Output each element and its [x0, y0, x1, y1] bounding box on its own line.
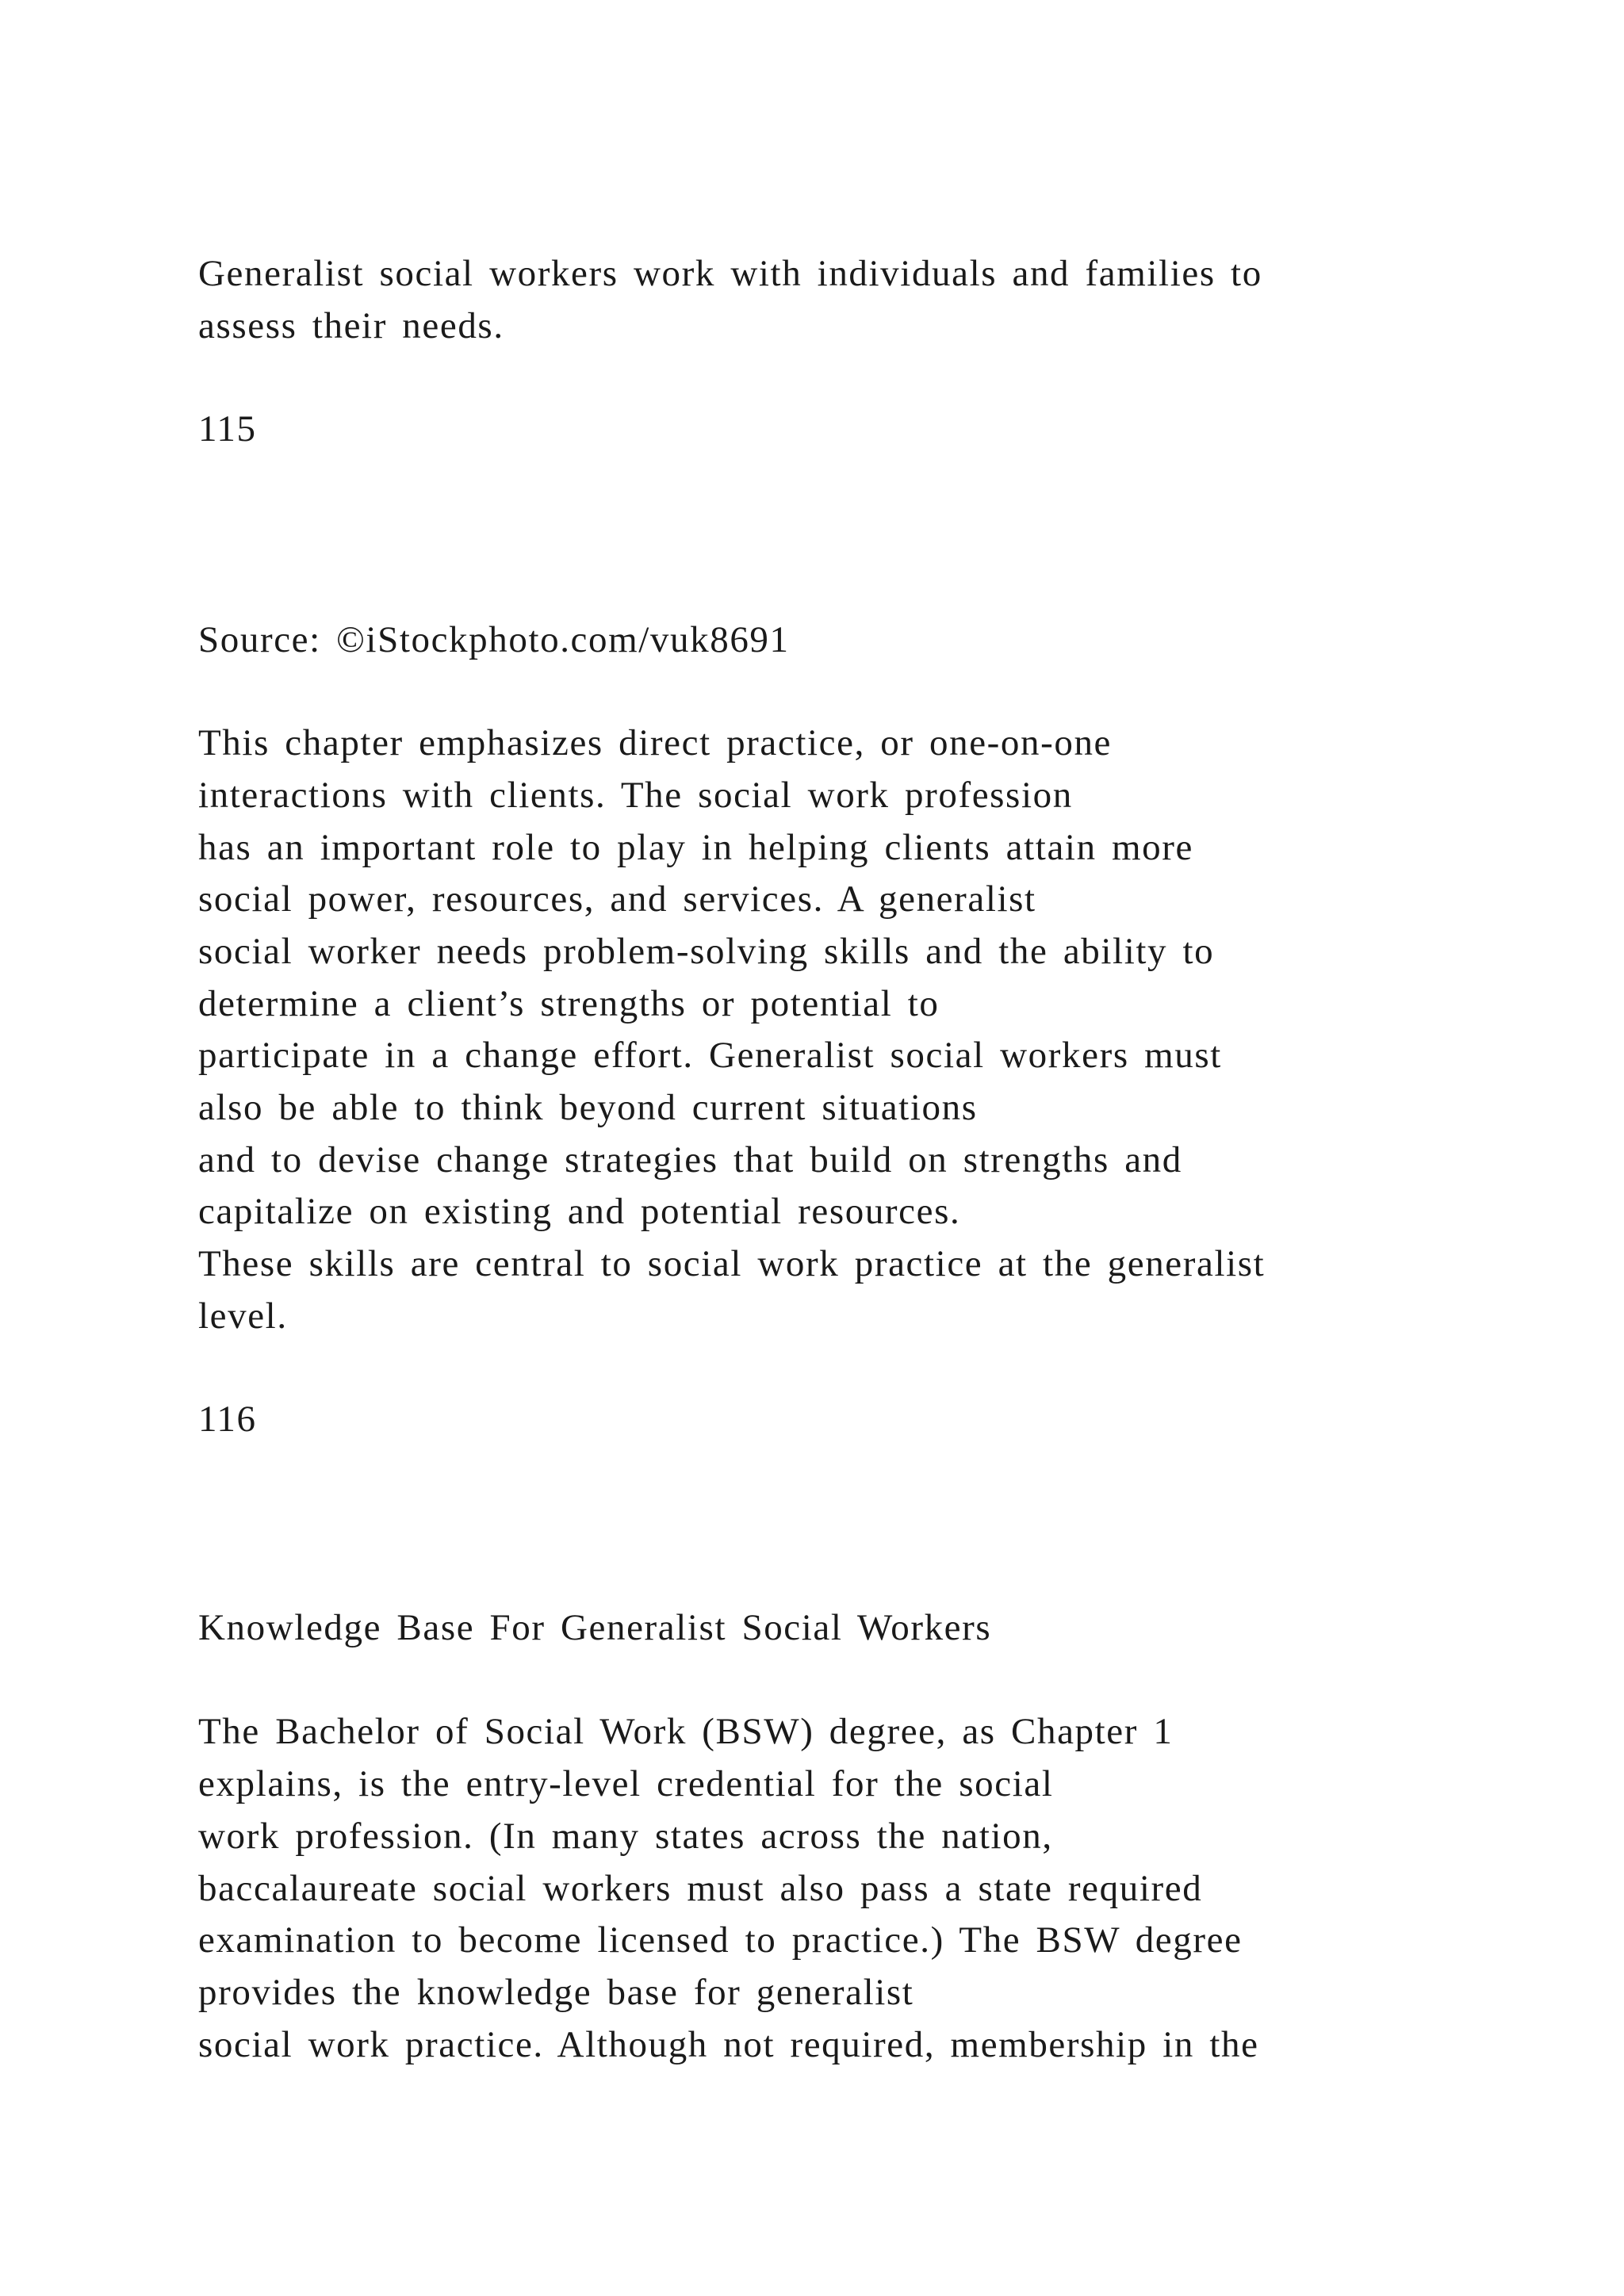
paragraph-line: social power, resources, and services. A generalist	[198, 878, 1036, 920]
paragraph-line: These skills are central to social work practice at the generalist	[198, 1243, 1266, 1284]
paragraph-line: participate in a change effort. Generalist social workers must	[198, 1035, 1222, 1076]
paragraph-line: level.	[198, 1295, 288, 1337]
paragraph-line: has an important role to play in helping clients attain more	[198, 827, 1193, 868]
caption-line: Generalist social workers work with individuals and families to	[198, 253, 1262, 294]
paragraph-line: examination to become licensed to practice.) The BSW degree	[198, 1919, 1243, 1961]
paragraph-line: work profession. (In many states across the nation,	[198, 1816, 1053, 1857]
paragraph-line: interactions with clients. The social work profession	[198, 775, 1073, 816]
paragraph-line: explains, is the entry-level credential for the social	[198, 1763, 1054, 1804]
paragraph-line: baccalaureate social workers must also pass a state required	[198, 1868, 1203, 1909]
paragraph-line: determine a client’s strengths or potential to	[198, 983, 940, 1024]
paragraph-line: and to devise change strategies that build on strengths and	[198, 1139, 1182, 1181]
section-heading: Knowledge Base For Generalist Social Workers	[198, 1607, 992, 1648]
image-source-credit: Source: ©iStockphoto.com/vuk8691	[198, 619, 790, 660]
paragraph-line: provides the knowledge base for generalist	[198, 1972, 914, 2013]
paragraph-line: The Bachelor of Social Work (BSW) degree, as Chapter 1	[198, 1711, 1174, 1752]
caption-line: assess their needs.	[198, 305, 504, 346]
paragraph-line: social worker needs problem-solving skills and the ability to	[198, 931, 1215, 972]
paragraph-line: This chapter emphasizes direct practice, or one-on-one	[198, 722, 1113, 763]
paragraph-line: social work practice. Although not required, membership in the	[198, 2024, 1259, 2065]
paragraph-line: capitalize on existing and potential resources.	[198, 1191, 961, 1232]
page-number: 116	[198, 1399, 257, 1440]
paragraph-line: also be able to think beyond current situations	[198, 1087, 978, 1128]
page-number: 115	[198, 408, 257, 450]
